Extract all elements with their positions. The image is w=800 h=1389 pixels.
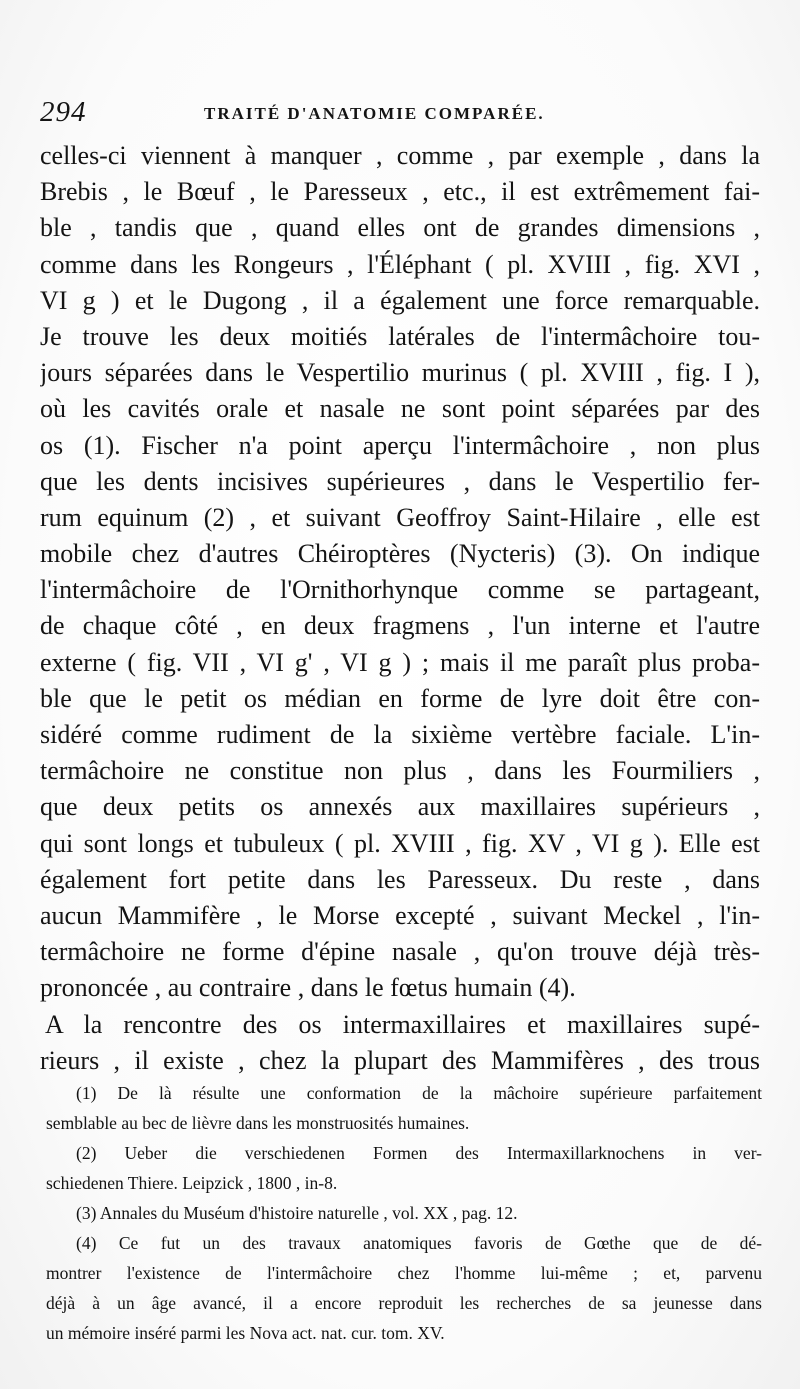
body-line: que deux petits os annexés aux maxillaires supérieurs , bbox=[40, 792, 760, 822]
body-line: sidéré comme rudiment de la sixième vertèbre faciale. L'in- bbox=[40, 720, 760, 749]
footnote-line: déjà à un âge avancé, il a encore reproduit les recherches de sa jeunesse dans bbox=[46, 1293, 762, 1313]
body-line: Je trouve les deux moitiés latérales de l'intermâchoire tou- bbox=[40, 321, 760, 351]
body-line: comme dans les Rongeurs , l'Éléphant ( pl. XVIII , fig. XVI , bbox=[40, 249, 760, 279]
footnote-line: (3) Annales du Muséum d'histoire naturelle , vol. XX , pag. 12. bbox=[76, 1203, 518, 1223]
body-line: externe ( fig. VII , VI g' , VI g ) ; mais il me paraît plus proba- bbox=[40, 647, 760, 677]
body-text bbox=[40, 138, 760, 1079]
body-line: termâchoire ne forme d'épine nasale , qu'on trouve déjà très- bbox=[40, 937, 760, 967]
body-line: où les cavités orale et nasale ne sont point séparées par des bbox=[40, 394, 760, 424]
body-line: rum equinum (2) , et suivant Geoffroy Saint-Hilaire , elle est bbox=[40, 502, 760, 532]
footnotes bbox=[46, 1078, 762, 1348]
footnote-line: un mémoire inséré parmi les Nova act. nat. cur. tom. XV. bbox=[46, 1323, 445, 1343]
body-line: ble , tandis que , quand elles ont de grandes dimensions , bbox=[40, 213, 760, 243]
footnote-line: semblable au bec de lièvre dans les monstruosités humaines. bbox=[46, 1113, 470, 1133]
body-line: jours séparées dans le Vespertilio murinus ( pl. XVIII , fig. I ), bbox=[40, 358, 760, 388]
body-line: VI g ) et le Dugong , il a également une force remarquable. bbox=[40, 285, 760, 315]
body-line: aucun Mammifère , le Morse excepté , suivant Meckel , l'in- bbox=[40, 900, 760, 930]
body-line: celles-ci viennent à manquer , comme , par exemple , dans la bbox=[40, 141, 760, 170]
page-number: 294 bbox=[40, 96, 87, 128]
running-title: TRAITÉ D'ANATOMIE COMPARÉE. bbox=[204, 104, 545, 123]
footnote-line: (4) Ce fut un des travaux anatomiques favoris de Gœthe que de dé- bbox=[76, 1233, 762, 1253]
body-line: de chaque côté , en deux fragmens , l'un interne et l'autre bbox=[40, 611, 760, 641]
body-line: que les dents incisives supérieures , dans le Vespertilio fer- bbox=[40, 466, 760, 496]
page-header bbox=[40, 96, 600, 136]
body-line: ble que le petit os médian en forme de lyre doit être con- bbox=[40, 683, 760, 713]
body-line: Brebis , le Bœuf , le Paresseux , etc., il est extrêmement fai- bbox=[40, 177, 760, 207]
footnote-line: (1) De là résulte une conformation de la mâchoire supérieure parfaitement bbox=[76, 1083, 762, 1103]
body-line: os (1). Fischer n'a point aperçu l'intermâchoire , non plus bbox=[40, 430, 760, 460]
body-line: rieurs , il existe , chez la plupart des Mammifères , des trous bbox=[40, 1045, 760, 1075]
footnote-line: montrer l'existence de l'intermâchoire chez l'homme lui-même ; et, parvenu bbox=[46, 1263, 762, 1283]
footnote-line: (2) Ueber die verschiedenen Formen des Intermaxillarknochens in ver- bbox=[76, 1143, 762, 1163]
body-line: A la rencontre des os intermaxillaires et maxillaires supé- bbox=[45, 1009, 760, 1039]
footnote-line: schiedenen Thiere. Leipzick , 1800 , in-8. bbox=[46, 1173, 338, 1193]
body-line: l'intermâchoire de l'Ornithorhynque comme se partageant, bbox=[40, 575, 760, 605]
body-line: prononcée , au contraire , dans le fœtus humain (4). bbox=[40, 973, 576, 1003]
body-line: également fort petite dans les Paresseux. Du reste , dans bbox=[40, 864, 760, 894]
body-line: termâchoire ne constitue non plus , dans les Fourmiliers , bbox=[40, 756, 760, 786]
body-line: qui sont longs et tubuleux ( pl. XVIII , fig. XV , VI g ). Elle est bbox=[40, 828, 760, 858]
body-line: mobile chez d'autres Chéiroptères (Nycteris) (3). On indique bbox=[40, 539, 760, 569]
